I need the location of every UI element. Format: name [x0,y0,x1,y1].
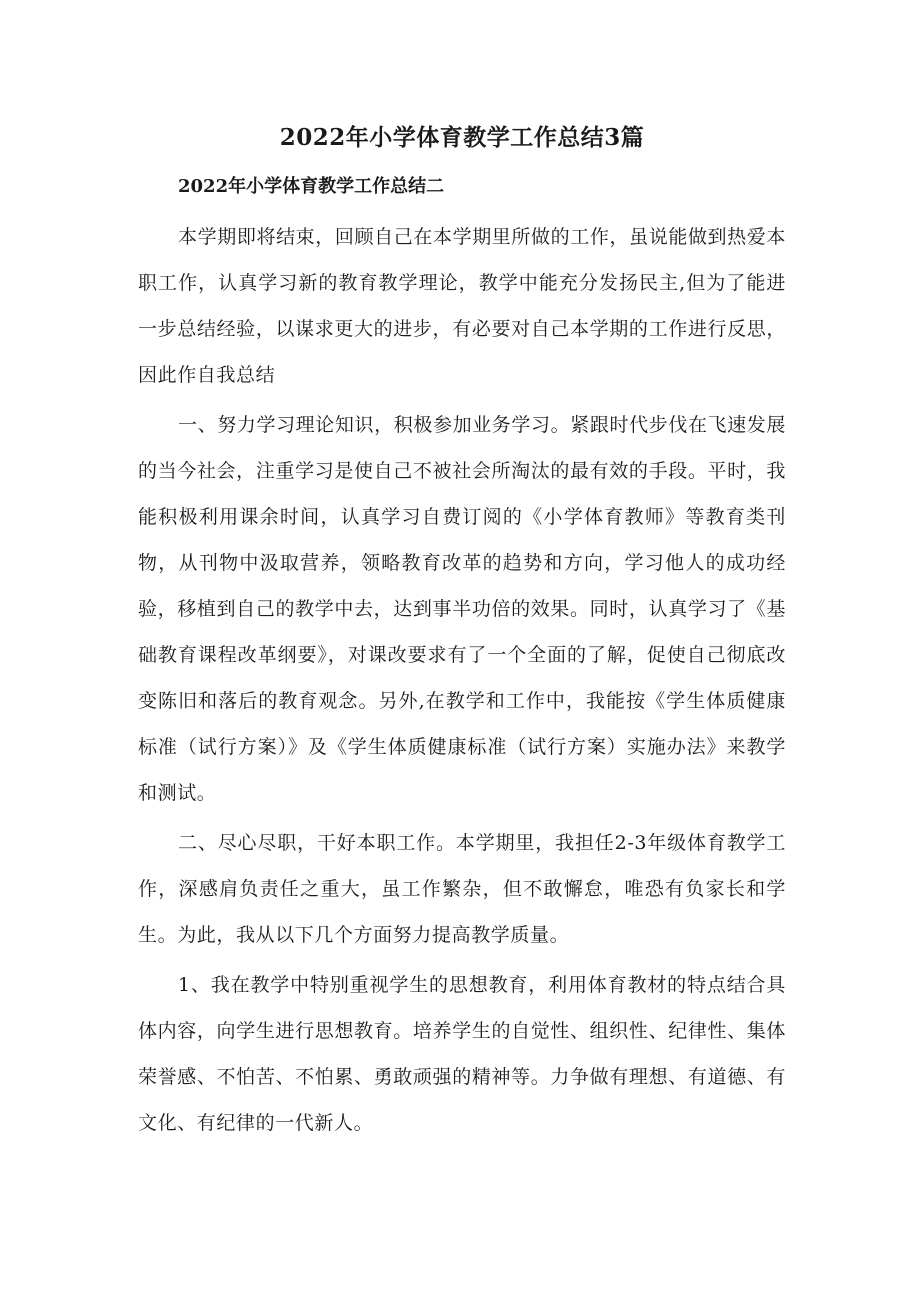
paragraph-section-2: 二、尽心尽职，干好本职工作。本学期里，我担任2-3年级体育教学工作，深感肩负责任之重大，虽工作繁杂，但不敢懈怠，唯恐有负家长和学生。为此，我从以下几个方面努力提高教学质量。 [138,832,786,946]
paragraph-item-1: 1、我在教学中特别重视学生的思想教育，利用体育教材的特点结合具体内容，向学生进行思想教育。培养学生的自觉性、组织性、纪律性、集体荣誉感、不怕苦、不怕累、勇敢顽强的精神等。力争做有理想、有道德、有文化、有纪律的一代新人。 [138,974,786,1134]
paragraph-section-1: 一、努力学习理论知识，积极参加业务学习。紧跟时代步伐在飞速发展的当今社会，注重学习是使自己不被社会所淘汰的最有效的手段。平时，我能积极利用课余时间，认真学习自费订阅的《小学体育教师》等教育类刊物，从刊物中汲取营养，领略教育改革的趋势和方向，学习他人的成功经验，移植到自己的教学中去，达到事半功倍的效果。同时，认真学习了《基础教育课程改革纲要》，对课改要求有了一个全面的了解，促使自己彻底改变陈旧和落后的教育观念。另外,在教学和工作中，我能按《学生体质健康标准（试行方案）》及《学生体质健康标准（试行方案）实施办法》来教学和测试。 [138,414,786,804]
document-title: 2022年小学体育教学工作总结3篇 [279,124,645,151]
document-subtitle: 2022年小学体育教学工作总结二 [178,176,445,197]
paragraph-intro: 本学期即将结束，回顾自己在本学期里所做的工作，虽说能做到热爱本职工作，认真学习新的教育教学理论，教学中能充分发扬民主,但为了能进一步总结经验，以谋求更大的进步，有必要对自己本学期的工作进行反思，因此作自我总结 [138,226,786,386]
document-page [138,118,786,1150]
